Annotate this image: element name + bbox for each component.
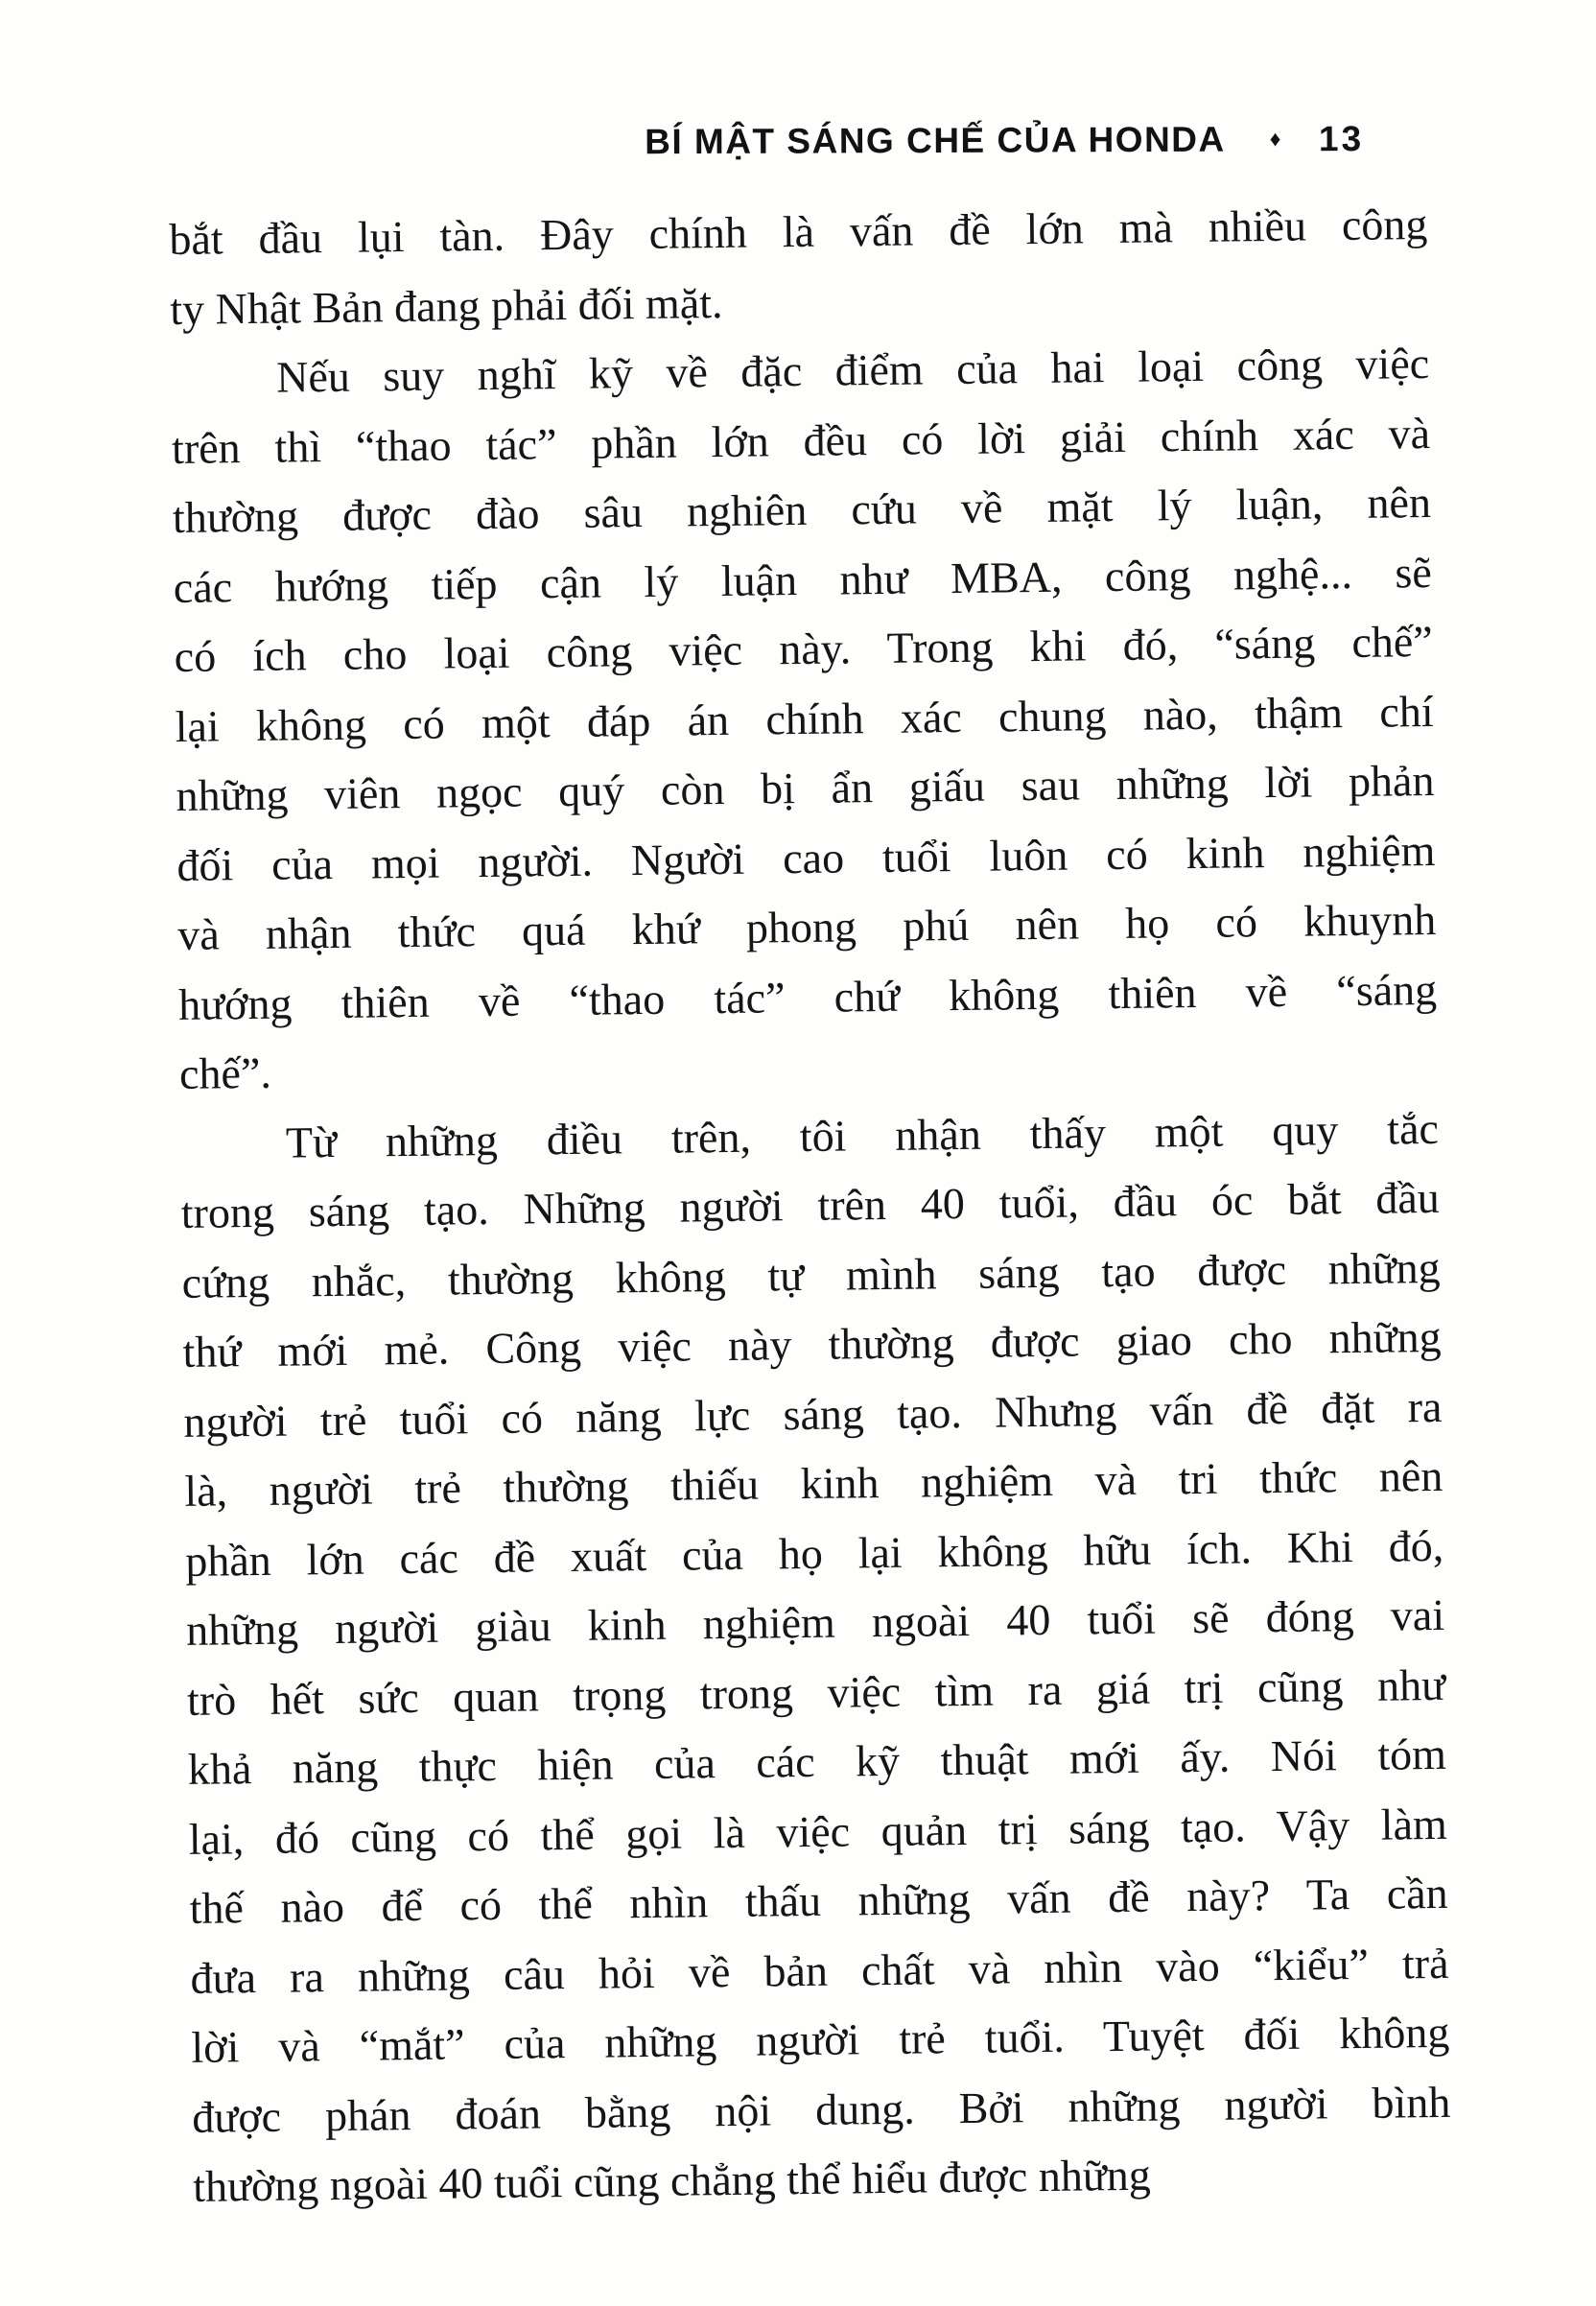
text-line: cứng nhắc, thường không tự mình sáng tạo được những <box>181 1242 1441 1307</box>
page-number: 13 <box>1318 119 1365 159</box>
text-line: đưa ra những câu hỏi về bản chất và nhìn vào “kiểu” trả <box>190 1938 1449 2003</box>
text-line: những người giàu kinh nghiệm ngoài 40 tuổi sẽ đóng vai <box>185 1589 1445 1655</box>
text-line: trong sáng tạo. Những người trên 40 tuổi, đầu óc bắt đầu <box>180 1172 1441 1237</box>
text-line: hướng thiên về “thao tác” chứ không thiên về “sáng <box>177 964 1438 1029</box>
text-line: chế”. <box>178 1047 272 1098</box>
header-title: BÍ MẬT SÁNG CHẾ CỦA HONDA <box>645 119 1226 162</box>
text-line: lại, đó cũng có thể gọi là việc quản trị sáng tạo. Vậy làm <box>188 1799 1448 1864</box>
text-line: Nếu suy nghĩ kỹ về đặc điểm của hai loại công việc <box>275 338 1430 402</box>
paragraph <box>180 1094 1452 2222</box>
paragraph <box>169 190 1429 344</box>
text-line: các hướng tiếp cận lý luận như MBA, công nghệ... sẽ <box>173 547 1433 612</box>
text-line: đối của mọi người. Người cao tuổi luôn có kinh nghiệm <box>176 825 1436 890</box>
text-line: người trẻ tuổi có năng lực sáng tạo. Nhưng vấn đề đặt ra <box>183 1381 1443 1447</box>
text-line: trò hết sức quan trọng trong việc tìm ra giá trị cũng như <box>186 1659 1446 1725</box>
text-line: thường được đào sâu nghiên cứu về mặt lý luận, nên <box>172 477 1432 542</box>
text-line: phần lớn các đề xuất của họ lại không hữu ích. Khi đó, <box>184 1520 1444 1586</box>
text-line: được phán đoán bằng nội dung. Bởi những người bình <box>192 2077 1451 2142</box>
text-line: lại không có một đáp án chính xác chung nào, thậm chí <box>175 686 1434 751</box>
text-line: là, người trẻ thường thiếu kinh nghiệm và tri thức nên <box>184 1450 1443 1516</box>
diamond-separator-icon: ♦ <box>1269 126 1282 152</box>
text-line: bắt đầu lụi tàn. Đây chính là vấn đề lớn mà nhiều công <box>169 199 1428 264</box>
text-line: Từ những điều trên, tôi nhận thấy một quy tắc <box>285 1103 1440 1167</box>
running-header <box>0 119 1364 165</box>
text-line: thường ngoài 40 tuổi cũng chẳng thể hiểu được những <box>192 2150 1152 2211</box>
text-line: và nhận thức quá khứ phong phú nên họ có khuynh <box>176 894 1437 959</box>
paragraph <box>171 329 1439 1109</box>
text-line: những viên ngọc quý còn bị ẩn giấu sau những lời phản <box>176 755 1435 820</box>
page-body <box>169 190 1452 2222</box>
text-line: lời và “mắt” của những người trẻ tuổi. Tuyệt đối không <box>191 2007 1450 2072</box>
text-line: thứ mới mẻ. Công việc này thường được giao cho những <box>182 1311 1442 1377</box>
text-line: ty Nhật Bản đang phải đối mặt. <box>170 277 723 334</box>
text-line: trên thì “thao tác” phần lớn đều có lời giải chính xác và <box>171 408 1431 473</box>
text-line: khả năng thực hiện của các kỹ thuật mới ấy. Nói tóm <box>187 1729 1447 1794</box>
text-line: thế nào để có thể nhìn thấu những vấn đề này? Ta cần <box>189 1868 1448 1933</box>
text-line: có ích cho loại công việc này. Trong khi đó, “sáng chế” <box>174 616 1433 681</box>
